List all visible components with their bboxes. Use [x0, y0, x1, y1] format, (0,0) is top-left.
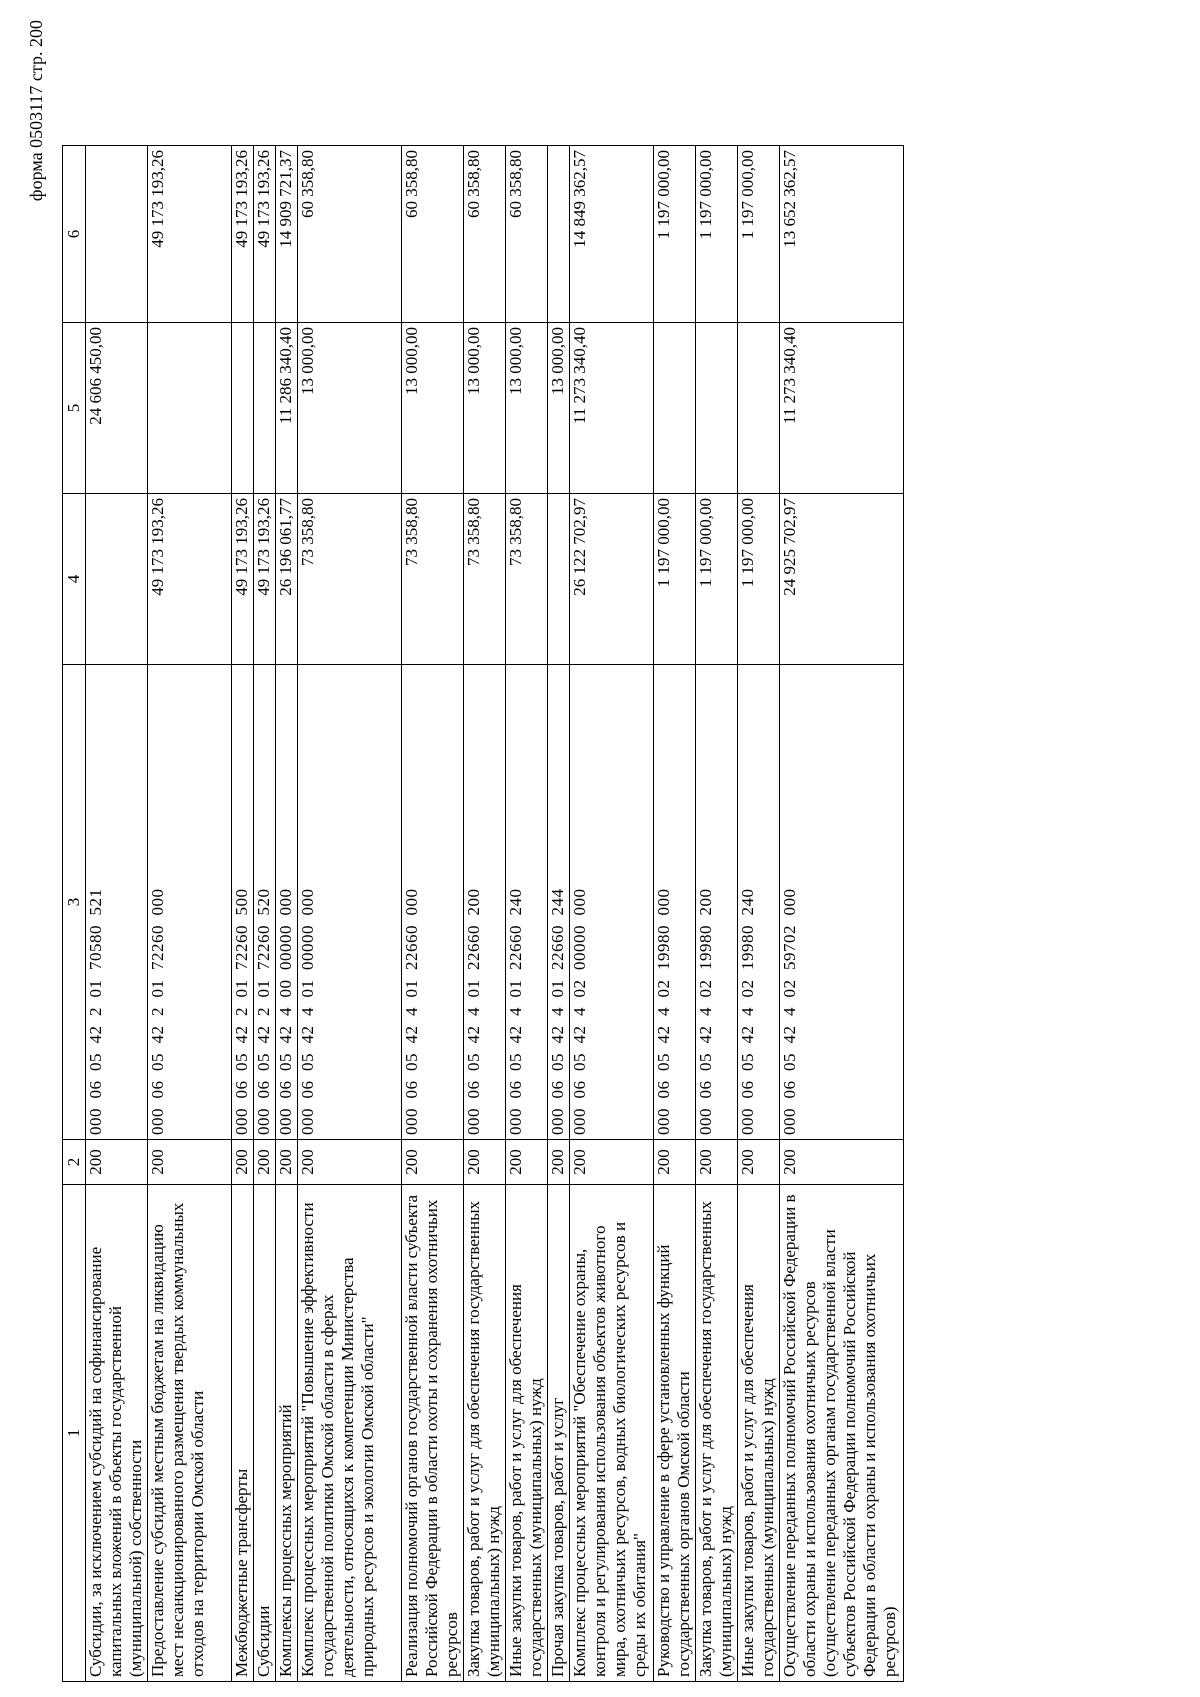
row-budget-code: 000 06 05 42 4 01 22660 240 [506, 665, 548, 1140]
row-executed-amount: 13 000,00 [548, 323, 570, 494]
column-header: 1 [63, 1185, 86, 1682]
row-budget-code: 000 06 05 42 4 02 19980 240 [738, 665, 780, 1140]
row-approved-amount: 1 197 000,00 [738, 494, 780, 665]
row-approved-amount: 49 173 193,26 [232, 494, 254, 665]
row-budget-code: 000 06 05 42 2 01 72260 000 [148, 665, 232, 1140]
row-unexecuted-amount: 13 652 362,57 [780, 146, 904, 323]
row-unexecuted-amount: 1 197 000,00 [738, 146, 780, 323]
row-name: Руководство и управление в сфере установленных функций государственных органов Омской области [654, 1185, 696, 1682]
row-budget-code: 000 06 05 42 4 01 00000 000 [298, 665, 402, 1140]
row-line-code: 200 [276, 1140, 298, 1185]
row-line-code: 200 [298, 1140, 402, 1185]
row-budget-code: 000 06 05 42 4 01 22660 000 [402, 665, 464, 1140]
row-name: Комплекс процессных мероприятий "Обеспечение охраны, контроля и регулирования использования объектов животного мира, охотничьих ресурсов, водных биологических ресурсов и среды их обитания" [570, 1185, 654, 1682]
row-approved-amount: 49 173 193,26 [148, 494, 232, 665]
row-approved-amount: 26 122 702,97 [570, 494, 654, 665]
row-executed-amount: 11 273 340,40 [570, 323, 654, 494]
row-executed-amount [738, 323, 780, 494]
row-unexecuted-amount [548, 146, 570, 323]
row-executed-amount [232, 323, 254, 494]
row-executed-amount: 11 273 340,40 [780, 323, 904, 494]
row-line-code: 200 [402, 1140, 464, 1185]
row-approved-amount: 73 358,80 [464, 494, 506, 665]
row-name: Закупка товаров, работ и услуг для обеспечения государственных (муниципальных) нужд [696, 1185, 738, 1682]
row-executed-amount: 13 000,00 [464, 323, 506, 494]
row-budget-code: 000 06 05 42 4 00 00000 000 [276, 665, 298, 1140]
column-header: 6 [63, 146, 86, 323]
row-executed-amount [254, 323, 276, 494]
row-line-code: 200 [148, 1140, 232, 1185]
row-executed-amount: 13 000,00 [506, 323, 548, 494]
row-budget-code: 000 06 05 42 4 01 22660 200 [464, 665, 506, 1140]
row-executed-amount [654, 323, 696, 494]
row-budget-code: 000 06 05 42 2 01 70580 521 [86, 665, 148, 1140]
row-line-code: 200 [232, 1140, 254, 1185]
row-approved-amount: 73 358,80 [506, 494, 548, 665]
row-line-code: 200 [548, 1140, 570, 1185]
row-name: Реализация полномочий органов государственной власти субъекта Российской Федерации в области охоты и сохранения охотничьих ресурсов [402, 1185, 464, 1682]
table-row [570, 146, 654, 1682]
row-approved-amount: 24 925 702,97 [780, 494, 904, 665]
row-approved-amount: 26 196 061,77 [276, 494, 298, 665]
column-header: 2 [63, 1140, 86, 1185]
row-name: Межбюджетные трансферты [232, 1185, 254, 1682]
table-row [696, 146, 738, 1682]
column-header: 4 [63, 494, 86, 665]
table-row [464, 146, 506, 1682]
row-approved-amount: 1 197 000,00 [654, 494, 696, 665]
table-row [780, 146, 904, 1682]
row-name: Комплексы процессных мероприятий [276, 1185, 298, 1682]
row-unexecuted-amount: 60 358,80 [298, 146, 402, 323]
table-row [402, 146, 464, 1682]
row-name: Закупка товаров, работ и услуг для обеспечения государственных (муниципальных) нужд [464, 1185, 506, 1682]
row-line-code: 200 [738, 1140, 780, 1185]
row-line-code: 200 [254, 1140, 276, 1185]
table-row [254, 146, 276, 1682]
row-name: Комплекс процессных мероприятий "Повышение эффективности государственной политики Омской области в сферах деятельности, относящихся к компетенции Министерства природных ресурсов и экологии Омской области" [298, 1185, 402, 1682]
column-number-row [63, 146, 86, 1682]
row-line-code: 200 [654, 1140, 696, 1185]
row-unexecuted-amount: 14 909 721,37 [276, 146, 298, 323]
row-executed-amount: 13 000,00 [402, 323, 464, 494]
table-row [86, 146, 148, 1682]
row-budget-code: 000 06 05 42 4 02 19980 000 [654, 665, 696, 1140]
table-row [148, 146, 232, 1682]
row-name: Осуществление переданных полномочий Российской Федерации в области охраны и использования охотничьих ресурсов (осуществление переданных органам государственной власти субъектов Российской Федерации полномочий Российской Федерации в области охраны и использования охотничьих ресурсов) [780, 1185, 904, 1682]
row-approved-amount: 49 173 193,26 [254, 494, 276, 665]
table-row [654, 146, 696, 1682]
row-budget-code: 000 06 05 42 4 01 22660 244 [548, 665, 570, 1140]
expenditure-table [62, 145, 904, 1682]
row-unexecuted-amount: 49 173 193,26 [148, 146, 232, 323]
table-row [276, 146, 298, 1682]
row-approved-amount: 73 358,80 [402, 494, 464, 665]
row-line-code: 200 [86, 1140, 148, 1185]
row-budget-code: 000 06 05 42 4 02 00000 000 [570, 665, 654, 1140]
row-unexecuted-amount: 60 358,80 [506, 146, 548, 323]
row-budget-code: 000 06 05 42 2 01 72260 500 [232, 665, 254, 1140]
row-name: Иные закупки товаров, работ и услуг для обеспечения государственных (муниципальных) нужд [506, 1185, 548, 1682]
row-line-code: 200 [506, 1140, 548, 1185]
row-line-code: 200 [464, 1140, 506, 1185]
row-executed-amount: 24 606 450,00 [86, 323, 148, 494]
row-executed-amount [696, 323, 738, 494]
form-reference: форма 0503117 стр. 200 [26, 20, 46, 202]
table-row [738, 146, 780, 1682]
row-executed-amount [148, 323, 232, 494]
row-unexecuted-amount: 1 197 000,00 [654, 146, 696, 323]
table-row [506, 146, 548, 1682]
table-row [298, 146, 402, 1682]
row-name: Субсидии [254, 1185, 276, 1682]
table-row [232, 146, 254, 1682]
row-unexecuted-amount: 49 173 193,26 [232, 146, 254, 323]
row-executed-amount: 13 000,00 [298, 323, 402, 494]
column-header: 3 [63, 665, 86, 1140]
table-row [548, 146, 570, 1682]
row-unexecuted-amount: 14 849 362,57 [570, 146, 654, 323]
row-approved-amount: 73 358,80 [298, 494, 402, 665]
row-budget-code: 000 06 05 42 4 02 19980 200 [696, 665, 738, 1140]
row-line-code: 200 [570, 1140, 654, 1185]
row-approved-amount [548, 494, 570, 665]
row-unexecuted-amount [86, 146, 148, 323]
row-unexecuted-amount: 1 197 000,00 [696, 146, 738, 323]
column-header: 5 [63, 323, 86, 494]
row-unexecuted-amount: 60 358,80 [464, 146, 506, 323]
row-approved-amount [86, 494, 148, 665]
row-approved-amount: 1 197 000,00 [696, 494, 738, 665]
row-budget-code: 000 06 05 42 4 02 59702 000 [780, 665, 904, 1140]
table-body [63, 146, 904, 1682]
row-name: Предоставление субсидий местным бюджетам на ликвидацию мест несанкционированного размещения твердых коммунальных отходов на территории Омской области [148, 1185, 232, 1682]
row-line-code: 200 [696, 1140, 738, 1185]
row-unexecuted-amount: 60 358,80 [402, 146, 464, 323]
row-name: Субсидии, за исключением субсидий на софинансирование капитальных вложений в объекты государственной (муниципальной) собственности [86, 1185, 148, 1682]
row-unexecuted-amount: 49 173 193,26 [254, 146, 276, 323]
row-executed-amount: 11 286 340,40 [276, 323, 298, 494]
row-name: Прочая закупка товаров, работ и услуг [548, 1185, 570, 1682]
row-name: Иные закупки товаров, работ и услуг для обеспечения государственных (муниципальных) нужд [738, 1185, 780, 1682]
row-budget-code: 000 06 05 42 2 01 72260 520 [254, 665, 276, 1140]
row-line-code: 200 [780, 1140, 904, 1185]
